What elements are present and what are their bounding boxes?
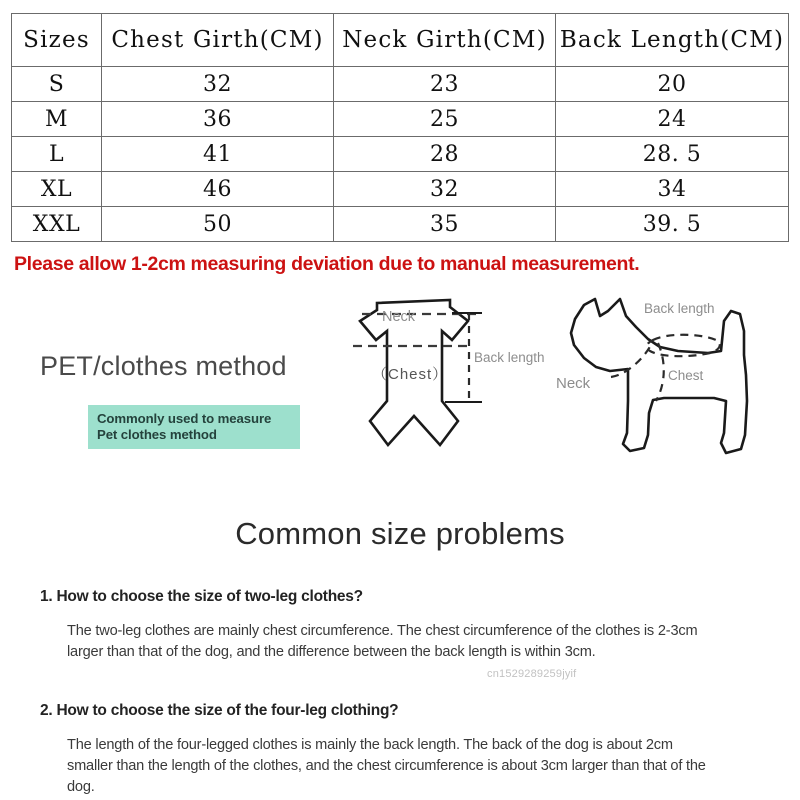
cell-neck: 35 bbox=[334, 207, 556, 242]
shirt-neck-label: Neck bbox=[382, 309, 416, 325]
cell-size: XXL bbox=[12, 207, 102, 242]
cell-chest: 50 bbox=[102, 207, 334, 242]
page-title: Common size problems bbox=[235, 516, 565, 551]
cell-neck: 25 bbox=[334, 102, 556, 137]
size-chart-table bbox=[11, 13, 788, 242]
faq-question: 1. How to choose the size of two-leg clothes? bbox=[40, 588, 363, 605]
garment-diagram bbox=[330, 283, 565, 483]
pet-clothes-method-title: PET/clothes method bbox=[40, 351, 287, 381]
cell-back: 20 bbox=[556, 67, 789, 102]
measurement-deviation-note: Please allow 1-2cm measuring deviation due to manual measurement. bbox=[14, 253, 640, 275]
cell-neck: 32 bbox=[334, 172, 556, 207]
table-row bbox=[12, 67, 789, 102]
watermark-text: cn1529289259jyif bbox=[487, 668, 577, 680]
size-table bbox=[11, 13, 789, 242]
cell-size: XL bbox=[12, 172, 102, 207]
cell-back: 34 bbox=[556, 172, 789, 207]
table-row bbox=[12, 102, 789, 137]
table-header-row bbox=[12, 14, 789, 67]
cell-chest: 46 bbox=[102, 172, 334, 207]
callout-line-1: Commonly used to measure bbox=[97, 411, 272, 426]
table-row bbox=[12, 137, 789, 172]
cell-size: S bbox=[12, 67, 102, 102]
cell-back: 28. 5 bbox=[556, 137, 789, 172]
cell-neck: 23 bbox=[334, 67, 556, 102]
cell-chest: 32 bbox=[102, 67, 334, 102]
faq-question: 2. How to choose the size of the four-leg clothing? bbox=[40, 702, 399, 719]
shirt-back-length-label: Back length bbox=[474, 350, 545, 365]
cell-neck: 28 bbox=[334, 137, 556, 172]
cell-back: 39. 5 bbox=[556, 207, 789, 242]
faq-item bbox=[0, 702, 800, 798]
dog-neck-label: Neck bbox=[556, 375, 591, 392]
cell-chest: 36 bbox=[102, 102, 334, 137]
column-header-sizes: Sizes bbox=[12, 14, 102, 67]
measurement-method-section bbox=[0, 283, 800, 483]
faq-answer: The two-leg clothes are mainly chest circumference. The chest circumference of the clothes is 2-3cm larger than that of the dog, and the difference between the back length is within 3cm. bbox=[67, 623, 698, 660]
cell-size: L bbox=[12, 137, 102, 172]
faq-answer: The length of the four-legged clothes is mainly the back length. The back of the dog is about 2cm smaller than the length of the clothes, and the chest circumference is about 3cm larger than that of the dog. bbox=[67, 737, 706, 795]
cell-chest: 41 bbox=[102, 137, 334, 172]
dog-diagram bbox=[548, 283, 800, 483]
cell-size: M bbox=[12, 102, 102, 137]
dog-chest-label: Chest bbox=[668, 368, 704, 383]
faq-item bbox=[0, 588, 800, 663]
commonly-used-callout bbox=[88, 405, 300, 449]
callout-line-2: Pet clothes method bbox=[97, 427, 217, 442]
table-row bbox=[12, 172, 789, 207]
column-header-back-length: Back Length(CM) bbox=[556, 14, 789, 67]
shirt-chest-label: （Chest） bbox=[372, 366, 449, 383]
cell-back: 24 bbox=[556, 102, 789, 137]
column-header-neck-girth: Neck Girth(CM) bbox=[334, 14, 556, 67]
table-row bbox=[12, 207, 789, 242]
column-header-chest-girth: Chest Girth(CM) bbox=[102, 14, 334, 67]
dog-back-length-label: Back length bbox=[644, 301, 715, 316]
